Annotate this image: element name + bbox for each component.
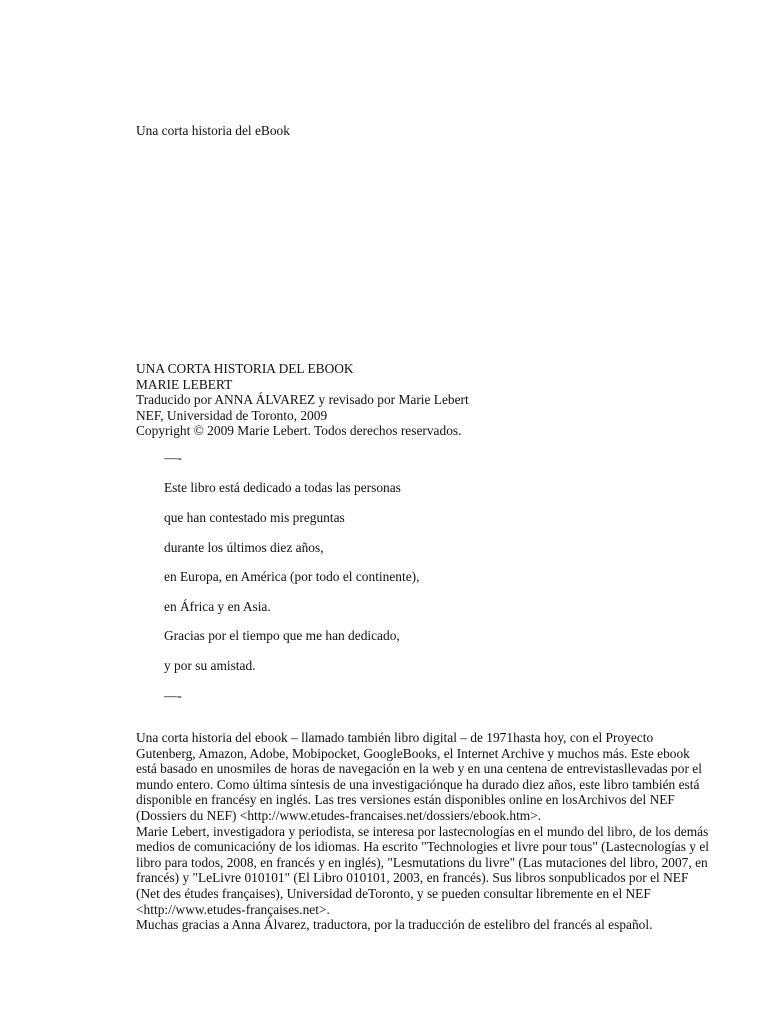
separator-top: —- xyxy=(164,450,182,465)
copyright-line: Copyright © 2009 Marie Lebert. Todos derechos reservados. xyxy=(136,423,462,438)
body-line: libro para todos, 2008, en francés y en inglés), "Lesmutations du livre" (Las mutaciones del libro, 2007, en xyxy=(136,854,708,870)
dedication-line: y por su amistad. xyxy=(164,658,256,673)
dedication-line: Gracias por el tiempo que me han dedicado, xyxy=(164,628,400,643)
publisher-line: NEF, Universidad de Toronto, 2009 xyxy=(136,407,328,423)
body-line: <http://www.etudes-françaises.net>. xyxy=(136,901,330,917)
body-line: Muchas gracias a Anna Álvarez, traductora, por la traducción de estelibro del francés al español. xyxy=(136,917,653,933)
body-line: francés) y "LeLivre 010101" (El Libro 010101, 2003, en francés). Sus libros sonpublicados por el NEF xyxy=(136,870,689,886)
body-text xyxy=(136,730,709,933)
body-line: (Net des études françaises), Universidad deToronto, y se pueden consultar libremente en el NEF xyxy=(136,885,651,901)
body-line: está basado en unosmiles de horas de navegación en la web y en una centena de entrevistasllevadas por el xyxy=(136,761,702,777)
book-title: UNA CORTA HISTORIA DEL EBOOK xyxy=(136,361,354,376)
dedication-line: Este libro está dedicado a todas las personas xyxy=(164,480,401,495)
body-line: (Dossiers du NEF) <http://www.etudes-francaises.net/dossiers/ebook.htm>. xyxy=(136,807,542,823)
translation-credit: Traducido por ANNA ÁLVAREZ y revisado por Marie Lebert xyxy=(136,392,469,407)
dedication-line: durante los últimos diez años, xyxy=(164,540,324,555)
body-line: Marie Lebert, investigadora y periodista, se interesa por lastecnologías en el mundo del libro, de los demás xyxy=(136,823,709,839)
dedication-line: en África y en Asia. xyxy=(164,599,271,614)
body-line: Gutenberg, Amazon, Adobe, Mobipocket, GoogleBooks, el Internet Archive y muchos más. Este ebook xyxy=(136,745,690,761)
author-name: MARIE LEBERT xyxy=(136,376,233,392)
body-line: medios de comunicacióny de los idiomas. Ha escrito "Technologies et livre pour tous" (Lastecnologías y el xyxy=(136,839,709,855)
dedication-line: que han contestado mis preguntas xyxy=(164,510,345,525)
body-line: disponible en francésy en inglés. Las tres versiones están disponibles online en losArchivos del NEF xyxy=(136,792,675,808)
dedication-line: en Europa, en América (por todo el continente), xyxy=(164,569,420,584)
page-title: Una corta historia del eBook xyxy=(136,123,290,138)
separator-bottom: —- xyxy=(164,688,182,703)
title-block xyxy=(136,361,469,439)
body-line: mundo entero. Como última síntesis de una investigaciónque ha durado diez años, este libro también está xyxy=(136,776,700,792)
body-line: Una corta historia del ebook – llamado también libro digital – de 1971hasta hoy, con el Proyecto xyxy=(136,730,654,745)
